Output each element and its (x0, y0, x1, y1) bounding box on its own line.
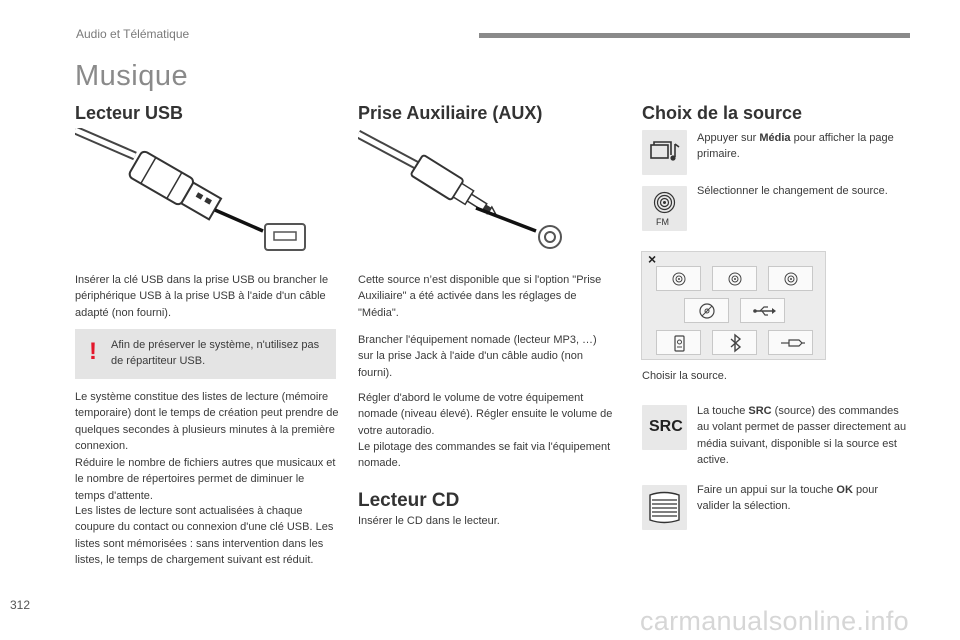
header-bar (479, 33, 910, 38)
cd-section-title: Lecteur CD (358, 490, 460, 511)
media-icon (642, 130, 687, 175)
usb-warning-text: Afin de préserver le système, n'utilisez pas de répartiteur USB. (111, 339, 320, 368)
page-title: Musique (75, 60, 189, 92)
aux-paragraph-2: Brancher l'équipement nomade (lecteur MP3, …) sur la prise Jack à l'aide d'un câble audio (non fourni). (358, 334, 597, 379)
source-step-2: Sélectionner le changement de source. (697, 185, 888, 197)
source-step-5 (697, 482, 907, 515)
close-icon: × (648, 251, 657, 267)
radio-icon (657, 267, 702, 292)
source-aux-button (768, 330, 813, 355)
src-button-tile (642, 405, 687, 450)
aux-paragraph-1: Cette source n’est disponible que si l'option "Prise Auxiliaire" a été activée dans les réglages de "Média". (358, 274, 602, 319)
aux-paragraph-4: Le pilotage des commandes se fait via l'équipement nomade. (358, 441, 611, 470)
jack-plug-illustration (358, 130, 578, 250)
source-radio-2-button (712, 266, 757, 291)
source-usb-button (740, 298, 785, 323)
step1-text-end: pour afficher la page primaire. (697, 132, 894, 161)
usb-warning-box (75, 329, 336, 379)
phone-device-icon (657, 331, 702, 356)
step1-text: Appuyer sur (697, 132, 760, 144)
fm-label: FM (656, 217, 669, 227)
source-radio-3-button (768, 266, 813, 291)
aux-section-title: Prise Auxiliaire (AUX) (358, 103, 543, 123)
usb-paragraph-4: Les listes de lecture sont actualisées à chaque coupure du contact ou connexion d'une clé USB. Les listes sont mémorisées : sans intervention dans les listes, le temps de chargement suivant est réduit. (75, 505, 334, 567)
source-selection-screen (641, 251, 826, 360)
ok-wheel-tile (642, 485, 687, 530)
step5-text: Faire un appui sur la touche (697, 484, 837, 496)
aux-paragraph-3: Régler d'abord le volume de votre équipement nomade (niveau élevé). Régler ensuite le volume de votre autoradio. (358, 392, 613, 437)
cd-icon (685, 299, 730, 324)
media-button-tile (642, 130, 687, 175)
usb-paragraph-2: Le système constitue des listes de lecture (mémoire temporaire) dont le temps de création peut prendre de quelques secondes à plusieurs minutes à la première connexion. (75, 391, 339, 453)
usb-paragraph-1: Insérer la clé USB dans la prise USB ou brancher le périphérique USB à la prise USB à l'aide d'un câble adapté (non fourni). (75, 274, 329, 319)
watermark: carmanualsonline.info (640, 606, 909, 636)
source-step-4 (697, 403, 907, 469)
source-cd-button (684, 298, 729, 323)
source-step-1 (697, 130, 902, 163)
radio-icon (769, 267, 814, 292)
step5-ok-label: OK (836, 484, 853, 496)
step5-text-end: pour valider la sélection. (697, 484, 878, 513)
bluetooth-icon (713, 331, 758, 356)
radio-icon (713, 267, 758, 292)
src-label: SRC (649, 418, 683, 435)
usb-plug-illustration (75, 128, 315, 253)
section-header: Audio et Télématique (76, 27, 190, 41)
usb-section-title: Lecteur USB (75, 103, 184, 123)
step4-text-end: (source) des commandes au volant permet de passer directement au média suivant, disponible si la source est active. (697, 405, 907, 467)
page-number: 312 (10, 598, 31, 612)
cd-paragraph-1: Insérer le CD dans le lecteur. (358, 515, 500, 527)
step4-text: La touche (697, 405, 749, 417)
radio-signal-icon (652, 190, 677, 215)
source-step-3: Choisir la source. (642, 370, 727, 382)
source-phone-button (656, 330, 701, 355)
fm-button-tile (642, 186, 687, 231)
source-radio-1-button (656, 266, 701, 291)
aux-jack-icon (769, 331, 814, 356)
source-bluetooth-button (712, 330, 757, 355)
source-section-title: Choix de la source (642, 103, 803, 123)
usb-icon (741, 299, 786, 324)
step4-src-label: SRC (748, 405, 772, 417)
usb-paragraph-3: Réduire le nombre de fichiers autres que musicaux et le nombre de répertoires permet de diminuer le temps d'attente. (75, 457, 336, 502)
step1-media-label: Média (759, 132, 791, 144)
thumbwheel-icon (642, 485, 687, 530)
warning-icon: ! (89, 338, 97, 365)
